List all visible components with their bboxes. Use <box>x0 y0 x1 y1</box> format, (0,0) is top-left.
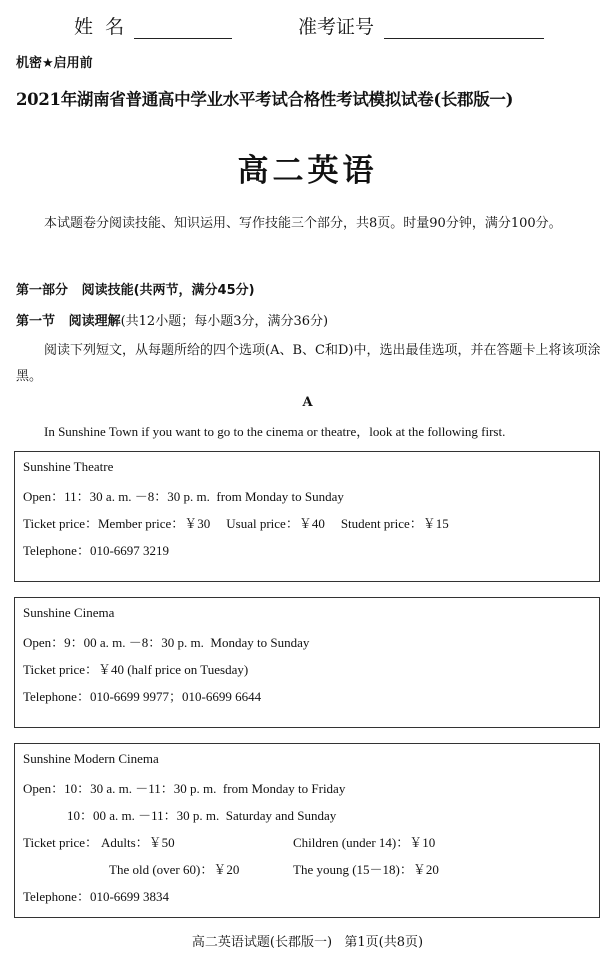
venue-name: Sunshine Theatre <box>23 459 114 474</box>
venue-name: Sunshine Modern Cinema <box>23 751 159 766</box>
exam-id-field <box>298 12 544 39</box>
venue-box-theatre <box>14 451 600 582</box>
venue-box-modern-cinema <box>14 743 600 918</box>
section-one-note: (共12小题；每小题3分，满分36分) <box>120 314 329 329</box>
ticket-children: Children (under 14)：￥10 <box>293 835 436 850</box>
ticket-label: Ticket price： <box>23 835 98 850</box>
venue-open-hours-weekday: Open：10：30 a. m. －11：30 p. m. from Monday to Friday <box>23 781 346 796</box>
ticket-adults: Adults：￥50 <box>101 835 175 850</box>
subject-title: 高二英语 <box>237 153 378 189</box>
venue-ticket-price: Ticket price：￥40 (half price on Tuesday) <box>23 662 249 677</box>
name-field <box>74 12 232 39</box>
exam-id-blank <box>384 18 544 39</box>
venue-open-hours-weekend: 10：00 a. m. －11：30 p. m. Saturday and Sunday <box>67 808 337 823</box>
passage-letter: A <box>302 395 313 410</box>
venue-box-cinema <box>14 597 600 728</box>
part-one-title: 第一部分 阅读技能(共两节，满分45分) <box>16 283 255 298</box>
venue-telephone: Telephone：010-6699 3834 <box>23 889 170 904</box>
venue-name: Sunshine Cinema <box>23 605 115 620</box>
ticket-young: The young (15－18)：￥20 <box>293 862 439 877</box>
venue-ticket-price <box>23 513 449 532</box>
exam-intro: 本试题卷分阅读技能、知识运用、写作技能三个部分，共8页。时量90分钟，满分100分。 <box>44 216 562 231</box>
ticket-member: Member price：￥30 <box>97 516 211 531</box>
venue-telephone: Telephone：010-6699 9977；010-6699 6644 <box>23 689 262 704</box>
reading-instructions: 阅读下列短文，从每题所给的四个选项(A、B、C和D)中，选出最佳选项，并在答题卡上将该项涂黑。 <box>16 343 601 384</box>
venue-telephone: Telephone：010-6697 3219 <box>23 543 170 558</box>
name-label: 姓 名 <box>74 16 125 38</box>
page-footer: 高二英语试题(长郡版一) 第1页(共8页) <box>191 935 424 950</box>
section-one-title: 第一节 阅读理解 <box>16 314 121 329</box>
ticket-usual: Usual price：￥40 <box>226 516 325 531</box>
exam-title: 2021年湖南省普通高中学业水平考试合格性考试模拟试卷(长郡版一) <box>16 90 514 109</box>
venue-open-hours: Open：11：30 a. m. －8：30 p. m. from Monday to Sunday <box>23 489 344 504</box>
name-blank <box>134 18 232 39</box>
section-one-heading <box>16 310 328 329</box>
exam-id-label: 准考证号 <box>298 16 375 38</box>
confidential-label: 机密★启用前 <box>16 56 93 71</box>
ticket-student: Student price：￥15 <box>340 516 449 531</box>
venue-open-hours: Open：9：00 a. m. －8：30 p. m. Monday to Sunday <box>23 635 310 650</box>
ticket-old: The old (over 60)：￥20 <box>109 862 240 877</box>
ticket-label: Ticket price： <box>23 516 98 531</box>
passage-intro: In Sunshine Town if you want to go to the cinema or theatre，look at the following first. <box>44 424 506 439</box>
